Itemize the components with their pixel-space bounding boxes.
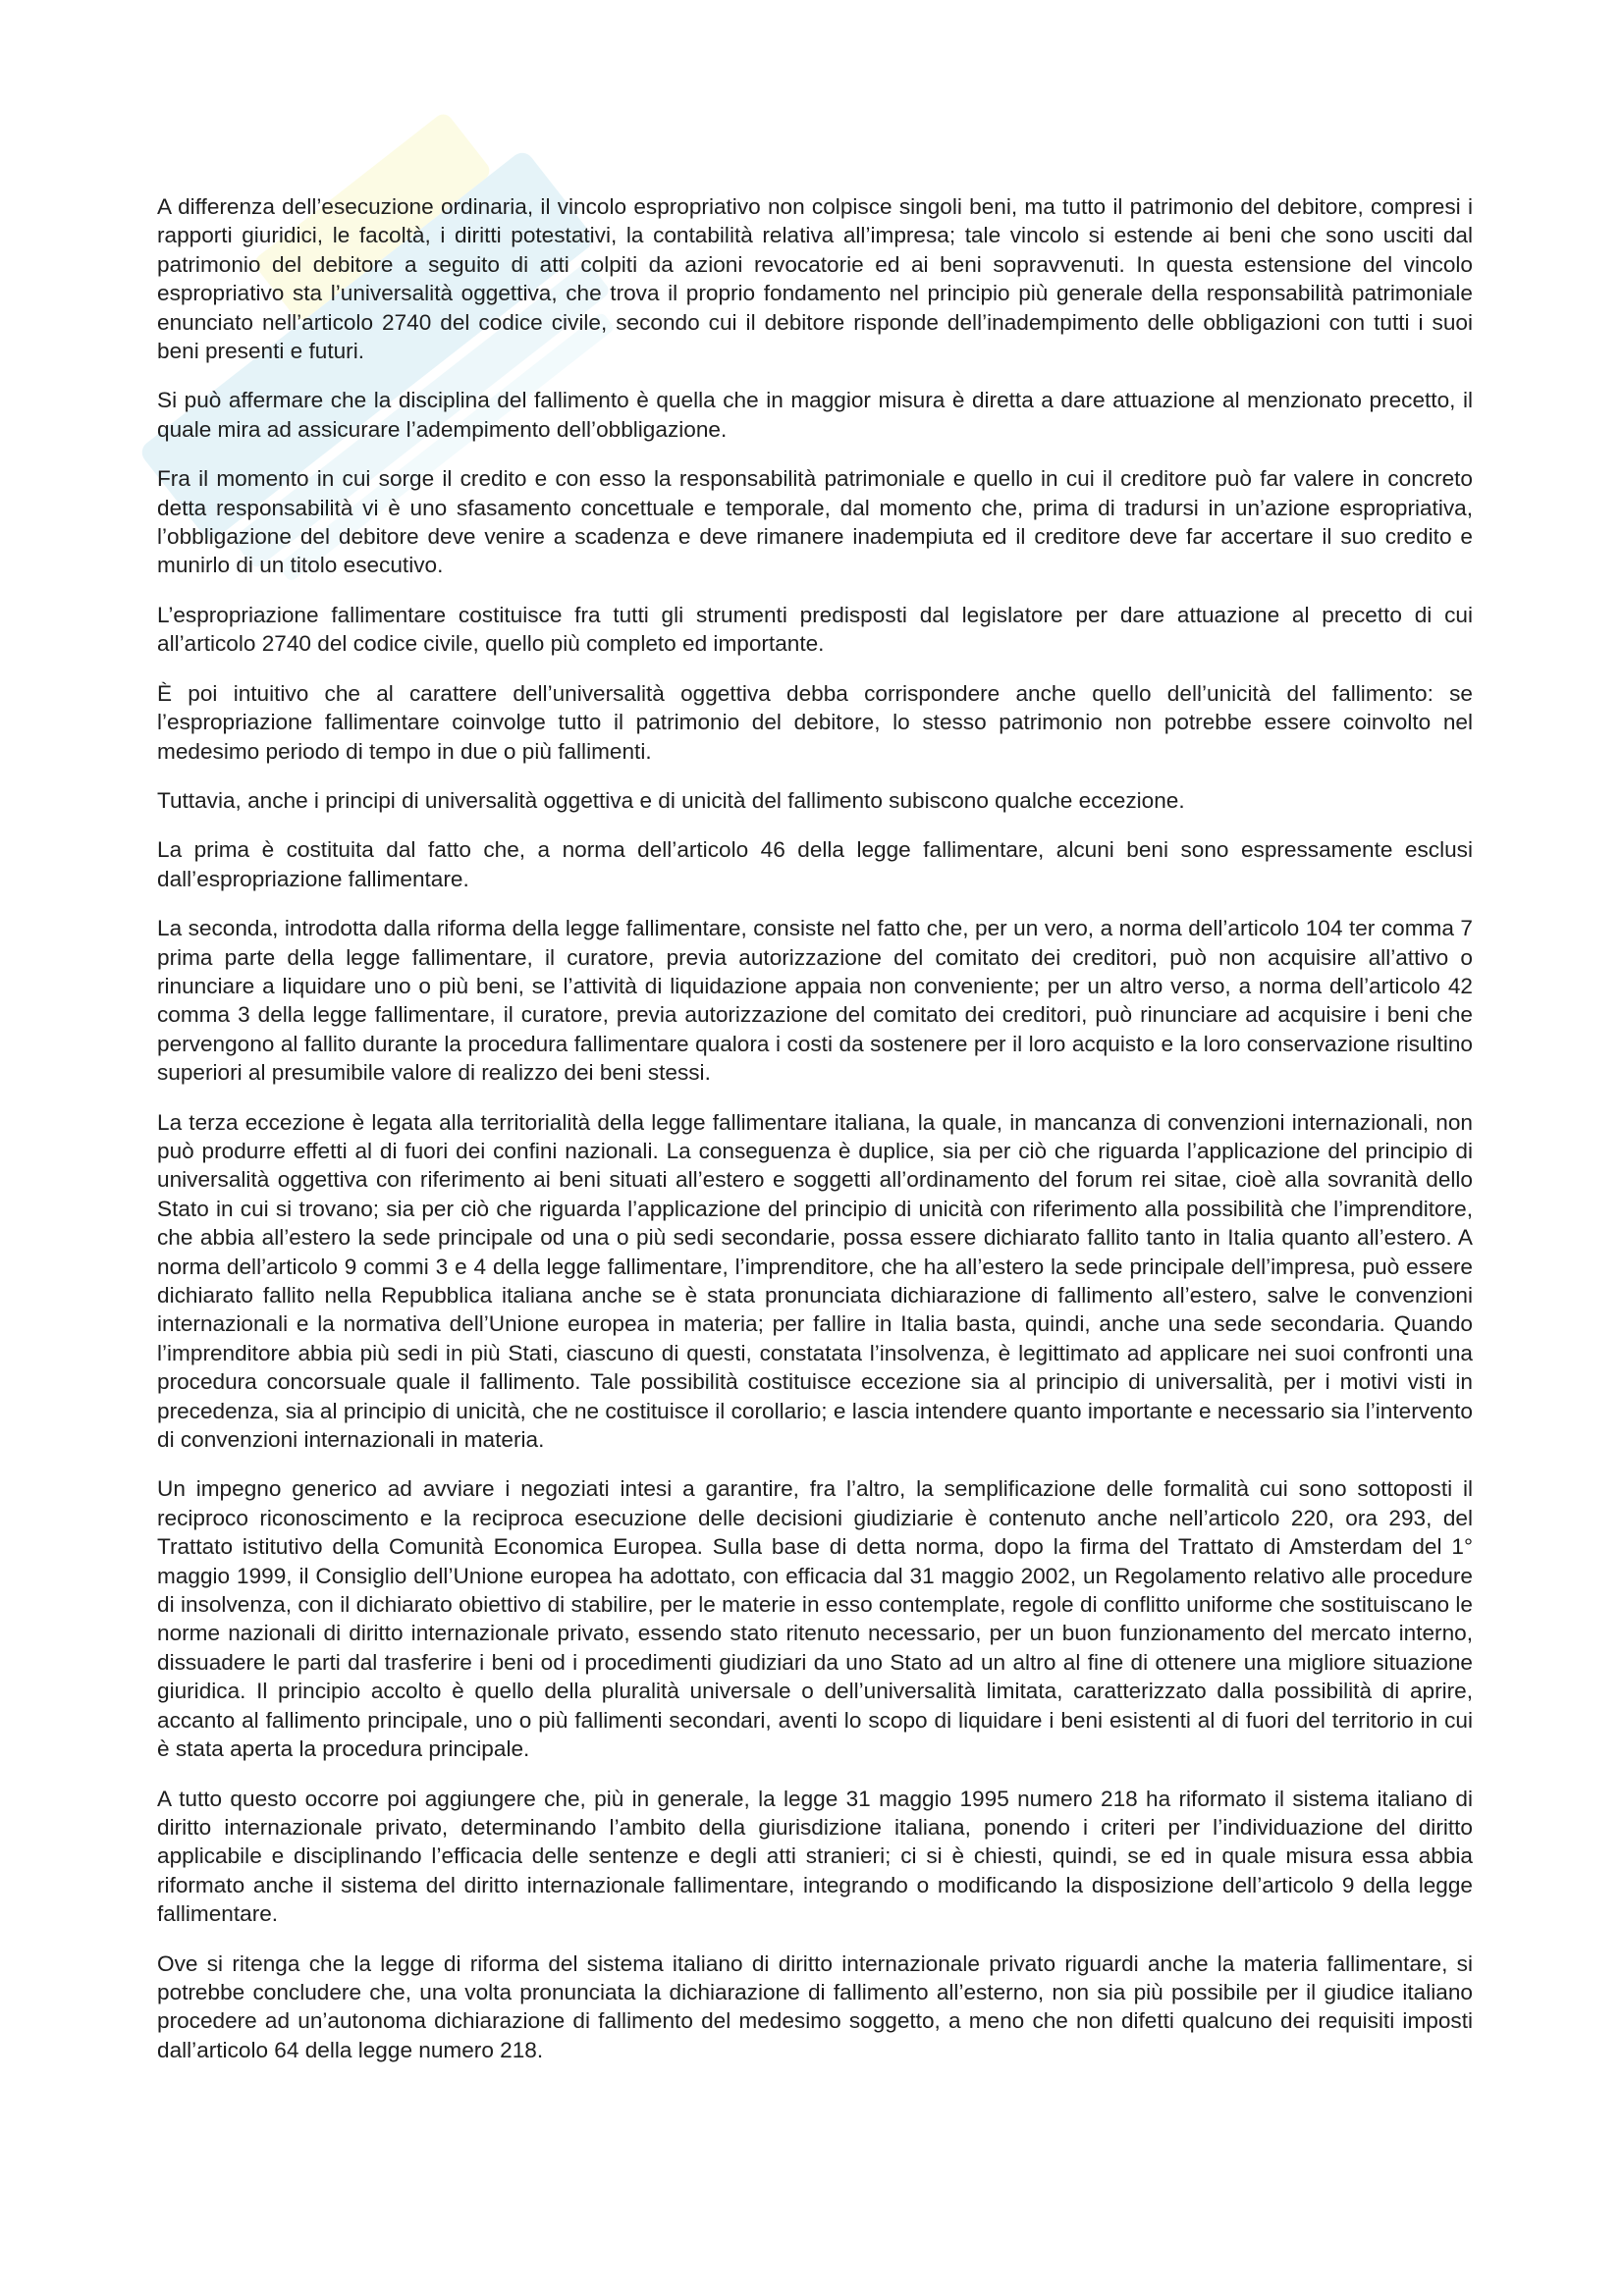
paragraph: L’espropriazione fallimentare costituisce fra tutti gli strumenti predisposti dal legislatore per dare attuazione al precetto di cui all’articolo 2740 del codice civile, quello più completo ed importante. [157,602,1473,657]
document-body [157,192,1473,2085]
paragraph: La seconda, introdotta dalla riforma della legge fallimentare, consiste nel fatto che, per un vero, a norma dell’articolo 104 ter comma 7 prima parte della legge fallimentare, il curatore, previa autorizzazione del comitato dei creditori, può non acquisire all’attivo o rinunciare a liquidare uno o più beni, se l’attività di liquidazione appaia non conveniente; per un altro verso, a norma dell’articolo 42 comma 3 della legge fallimentare, il curatore, previa autorizzazione del comitato dei creditori, può rinunciare ad acquisire i beni che pervengono al fallito durante la procedura fallimentare qualora i costi da sostenere per il loro acquisto e la loro conservazione risultino superiori al presumibile valore di realizzo dei beni stessi. [157,916,1473,1086]
paragraph: Tuttavia, anche i principi di universalità oggettiva e di unicità del fallimento subiscono qualche eccezione. [157,787,1185,813]
paragraph: Un impegno generico ad avviare i negoziati intesi a garantire, fra l’altro, la semplificazione delle formalità cui sono sottoposti il reciproco riconoscimento e la reciproca esecuzione delle decisioni giudiziarie è contenuto anche nell’articolo 220, ora 293, del Trattato istitutivo della Comunità Economica Europea. Sulla base di detta norma, dopo la firma del Trattato di Amsterdam del 1° maggio 1999, il Consiglio dell’Unione europea ha adottato, con efficacia dal 31 maggio 2002, un Regolamento relativo alle procedure di insolvenza, con il dichiarato obiettivo di stabilire, per le materie in esso contemplate, regole di conflitto uniforme che sostituiscano le norme nazionali di diritto internazionale privato, essendo stato ritenuto necessario, per un buon funzionamento del mercato interno, dissuadere le parti dal trasferire i beni od i procedimenti giudiziari da uno Stato ad un altro al fine di ottenere una migliore situazione giuridica. Il principio accolto è quello della pluralità universale o dell’universalità limitata, caratterizzato dalla possibilità di aprire, accanto al fallimento principale, uno o più fallimenti secondari, aventi lo scopo di liquidare i beni esistenti al di fuori del territorio in cui è stata aperta la procedura principale. [157,1476,1473,1762]
paragraph: La prima è costituita dal fatto che, a norma dell’articolo 46 della legge fallimentare, alcuni beni sono espressamente esclusi dall’espropriazione fallimentare. [157,837,1473,891]
paragraph: La terza eccezione è legata alla territorialità della legge fallimentare italiana, la quale, in mancanza di convenzioni internazionali, non può produrre effetti al di fuori dei confini nazionali. La conseguenza è duplice, sia per ciò che riguarda l’applicazione del principio di universalità oggettiva con riferimento ai beni situati all’estero e soggetti all’ordinamento del forum rei sitae, cioè alla sovranità dello Stato in cui si trovano; sia per ciò che riguarda l’applicazione del principio di unicità con riferimento alla possibilità che l’imprenditore, che abbia all’estero la sede principale od una o più sedi secondarie, possa essere dichiarato fallito tanto in Italia quanto all’estero. A norma dell’articolo 9 commi 3 e 4 della legge fallimentare, l’imprenditore, che ha all’estero la sede principale dell’impresa, può essere dichiarato fallito nella Repubblica italiana anche se è stata pronunciata dichiarazione di fallimento all’estero, salve le convenzioni internazionali e la normativa dell’Unione europea in materia; per fallire in Italia basta, quindi, anche una sede secondaria. Quando l’imprenditore abbia più sedi in più Stati, ciascuno di questi, constatata l’insolvenza, è legittimato ad applicare nei suoi confronti una procedura concorsuale quale il fallimento. Tale possibilità costituisce eccezione sia al principio di universalità, per i motivi visti in precedenza, sia al principio di unicità, che ne costituisce il corollario; e lascia intendere quanto importante e necessario sia l’intervento di convenzioni internazionali in materia. [157,1109,1473,1453]
paragraph: A tutto questo occorre poi aggiungere che, più in generale, la legge 31 maggio 1995 numero 218 ha riformato il sistema italiano di diritto internazionale privato, determinando l’ambito della giurisdizione italiana, ponendo i criteri per l’individuazione del diritto applicabile e disciplinando l’efficacia delle sentenze e degli atti stranieri; ci si è chiesti, quindi, se ed in quale misura essa abbia riformato anche il sistema del diritto internazionale fallimentare, integrando o modificando la disposizione dell’articolo 9 della legge fallimentare. [157,1786,1473,1927]
paragraph: Ove si ritenga che la legge di riforma del sistema italiano di diritto internazionale privato riguardi anche la materia fallimentare, si potrebbe concludere che, una volta pronunciata la dichiarazione di fallimento all’esterno, non sia più possibile per il giudice italiano procedere ad un’autonoma dichiarazione di fallimento del medesimo soggetto, a meno che non difetti qualcuno dei requisiti imposti dall’articolo 64 della legge numero 218. [157,1950,1473,2062]
paragraph: Si può affermare che la disciplina del fallimento è quella che in maggior misura è diretta a dare attuazione al menzionato precetto, il quale mira ad assicurare l’adempimento dell’obbligazione. [157,388,1473,442]
paragraph: Fra il momento in cui sorge il credito e con esso la responsabilità patrimoniale e quello in cui il creditore può far valere in concreto detta responsabilità vi è uno sfasamento concettuale e temporale, dal momento che, prima di tradursi in un’azione espropriativa, l’obbligazione del debitore deve venire a scadenza e deve rimanere inadempiuta ed il creditore deve far accertare il suo credito e munirlo di un titolo esecutivo. [157,466,1473,578]
paragraph: È poi intuitivo che al carattere dell’universalità oggettiva debba corrispondere anche quello dell’unicità del fallimento: se l’espropriazione fallimentare coinvolge tutto il patrimonio del debitore, lo stesso patrimonio non potrebbe essere coinvolto nel medesimo periodo di tempo in due o più fallimenti. [157,680,1473,764]
paragraph: A differenza dell’esecuzione ordinaria, il vincolo espropriativo non colpisce singoli beni, ma tutto il patrimonio del debitore, compresi i rapporti giuridici, le facoltà, i diritti potestativi, la contabilità relativa all’impresa; tale vincolo si estende ai beni che sono usciti dal patrimonio del debitore a seguito di atti colpiti da azioni revocatorie ed ai beni sopravvenuti. In questa estensione del vincolo espropriativo sta l’universalità oggettiva, che trova il proprio fondamento nel principio più generale della responsabilità patrimoniale enunciato nell’articolo 2740 del codice civile, secondo cui il debitore risponde dell’inadempimento delle obbligazioni con tutti i suoi beni presenti e futuri. [157,194,1473,364]
